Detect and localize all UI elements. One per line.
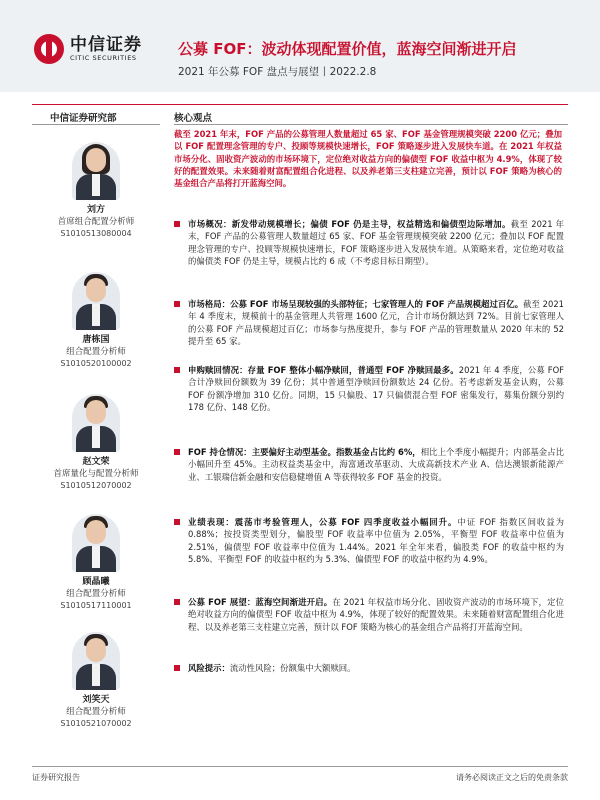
right-section-divider: [174, 124, 568, 125]
bullet-heading: 公募 FOF 展望：蓝海空间渐进开启。: [188, 597, 333, 607]
bullet-heading: FOF 持仓情况：主要偏好主动型基金。指数基金占比约 6%，: [188, 447, 421, 457]
bullet-body: 相比上个季度小幅提升；内部基金占比小幅回升至 45%。主动权益类基金中，海富通改革驱动、大成高新技术产业 A、信达澳银新能源产业、工银瑞信新金融和安信稳健增值 A 等获得较多 FOF 基金的投资。: [188, 447, 564, 482]
bullet-market-structure: [174, 298, 564, 348]
header-divider: [32, 104, 568, 105]
analyst-role: 组合配置分析师: [66, 707, 126, 717]
bullet-square-icon: [174, 449, 180, 455]
bullet-square-icon: [174, 599, 180, 605]
analyst-card: [32, 394, 160, 492]
analyst-card: [32, 632, 160, 730]
bullet-body: 截至 2021 年末，FOF 产品的公募管理人数量超过 65 家、FOF 基金管理规模突破 2200 亿元；叠加以 FOF 配置理念管理的专户、投顾等规模快速增长，FOF 策略逐步进入发展快车道。从策略来看，定位绝对收益的偏债类 FOF 仍是主导，规模占比约 6 成（不考虑目标日期型）。: [188, 219, 565, 267]
analyst-code: S1010521070002: [60, 719, 132, 728]
bullet-body: 截至 2021 年 4 季度末，规模前十的基金管理人共管理 1600 亿元，合计市场份额达到 72%。目前七家管理人的公募 FOF 产品规模超过百亿；市场参与热度提升，参与 FOF 产品的管理数量从 2020 年末的 52 提升至 65 家。: [188, 299, 564, 347]
bullet-holdings: [174, 446, 564, 483]
analyst-card: [32, 514, 160, 612]
research-dept-heading: 中信证券研究部: [50, 113, 117, 124]
report-subtitle: 2021 年公募 FOF 盘点与展望丨2022.2.8: [178, 66, 377, 78]
analyst-role: 首席量化与配置分析师: [53, 469, 139, 479]
bullet-subscription-redemption: [174, 364, 564, 414]
bullet-heading: 申购赎回情况：存量 FOF 整体小幅净赎回，普通型 FOF 净赎回最多。: [188, 365, 459, 375]
bullet-heading: 业绩表现：震荡市考验管理人，公募 FOF 四季度收益小幅回升。: [188, 517, 458, 527]
brand-logo: [34, 34, 142, 64]
bullet-risk: [174, 662, 564, 674]
analyst-name: 刘笑天: [82, 695, 110, 705]
analyst-code: S1010512070002: [60, 481, 132, 490]
analyst-photo: [72, 514, 120, 572]
analyst-photo: [72, 632, 120, 690]
brand-name-cn: 中信证券: [70, 34, 142, 55]
citic-logo-icon: [34, 34, 64, 64]
analyst-role: 组合配置分析师: [66, 589, 126, 599]
analyst-code: S1010520100002: [60, 359, 132, 368]
bullet-heading: 市场概况：新发带动规模增长；偏债 FOF 仍是主导，权益精选和偏债型边际增加。: [188, 219, 511, 229]
bullet-square-icon: [174, 519, 180, 525]
analyst-code: S1010513080004: [60, 229, 132, 238]
bullet-market-overview: [174, 218, 564, 268]
footer-disclaimer: 请务必阅读正文之后的免责条款: [456, 773, 568, 782]
footer-label: 证券研究报告: [32, 773, 80, 782]
brand-name-en: CITIC SECURITIES: [70, 53, 137, 62]
bullet-outlook: [174, 596, 564, 633]
analyst-name: 唐栋国: [82, 335, 110, 345]
bullet-square-icon: [174, 221, 180, 227]
bullet-performance: [174, 516, 564, 566]
analyst-role: 首席组合配置分析师: [57, 217, 135, 227]
analyst-name: 顾晶曦: [82, 577, 110, 587]
bullet-heading: 风险提示：: [188, 663, 230, 673]
footer-divider: [32, 766, 568, 767]
analyst-code: S1010517110001: [60, 601, 132, 610]
core-view-heading: 核心观点: [174, 113, 213, 124]
summary-paragraph: 截至 2021 年末，FOF 产品的公募管理人数量超过 65 家、FOF 基金管理规模突破 2200 亿元；叠加以 FOF 配置理念管理的专户、投顾等规模快速增长，FOF 策略逐步进入发展快车道。在 2021 年权益市场分化、固收资产波动的市场环境下，定位绝对收益方向的偏债型 FOF 收益中枢为 4.9%，体现了较好的配置效果。未来随着财富配置组合化进程、以及养老第三支柱建立完善，预计以 FOF 策略为核心的基金组合产品将打开蓝海空间。: [174, 129, 562, 189]
bullet-body: 中证 FOF 指数区间收益为 0.88%；按投资类型划分，偏股型 FOF 收益率中位值为 2.05%，平衡型 FOF 收益率中位值为 2.51%，偏债型 FOF 收益率中位值为 1.44%。2021 年全年来看，偏股类 FOF 的收益中枢约为 5.8%、平衡型 FOF 的收益中枢约为 5.3%、偏债型 FOF 的收益中枢约为 4.9%。: [188, 517, 564, 565]
report-header: [0, 0, 600, 92]
analyst-card: [32, 142, 160, 240]
analyst-card: [32, 272, 160, 370]
bullet-body: 在 2021 年权益市场分化、固收资产波动的市场环境下，定位绝对收益方向的偏债型 FOF 收益中枢为 4.9%，体现了较好的配置效果。未来随着财富配置组合化进程、以及养老第三支柱建立完善，预计以 FOF 策略为核心的基金组合产品将打开蓝海空间。: [188, 597, 564, 632]
bullet-body: 流动性风险；份额集中大额赎回。: [229, 663, 356, 673]
bullet-square-icon: [174, 301, 180, 307]
report-title: 公募 FOF：波动体现配置价值，蓝海空间渐进开启: [178, 40, 517, 58]
left-section-divider: [32, 124, 160, 125]
bullet-heading: 市场格局：公募 FOF 市场呈现较强的头部特征；七家管理人的 FOF 产品规模超过百亿。: [188, 299, 524, 309]
analyst-role: 组合配置分析师: [66, 347, 126, 357]
bullet-square-icon: [174, 367, 180, 373]
bullet-body: 2021 年 4 季度，公募 FOF 合计净赎回份额数为 39 亿份；其中普通型净赎回份额数达 24 亿份。若考虑新发基金认购，公募 FOF 份额净增加 310 亿份。同期，15 只偏股、17 只偏债混合型 FOF 密集发行，募集份额分别约 178 亿份、148 亿份。: [188, 365, 564, 413]
analyst-photo: [72, 394, 120, 452]
analyst-photo: [72, 142, 120, 200]
analyst-photo: [72, 272, 120, 330]
analyst-name: 刘方: [86, 205, 105, 215]
bullet-square-icon: [174, 665, 180, 671]
analyst-name: 赵文荣: [82, 457, 110, 467]
